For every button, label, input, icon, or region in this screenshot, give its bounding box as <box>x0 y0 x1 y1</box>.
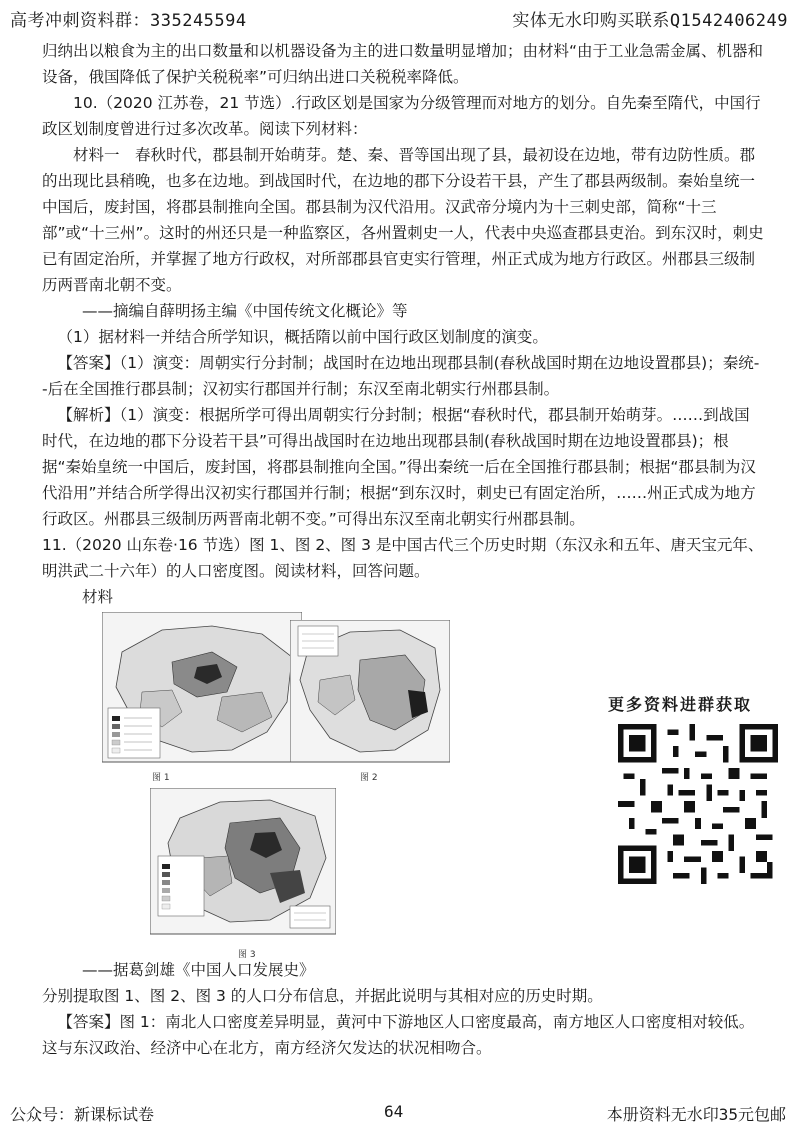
figure-1-caption: 图 1 <box>152 773 170 783</box>
answer-11: 【答案】图 1：南北人口密度差异明显，黄河中下游地区人口密度最高，南方地区人口密度相对较低。这与东汉政治、经济中心在北方，南方经济欠发达的状况相吻合。 <box>42 1013 755 1057</box>
document-body <box>42 38 764 1061</box>
header-left-text: 高考冲刺资料群：335245594 <box>10 11 247 31</box>
question-10-intro: 10.（2020 江苏卷，21 节选）.行政区划是国家为分级管理而对地方的划分。自先秦至隋代，中国行政区划制度曾进行过多次改革。阅读下列材料： <box>42 94 761 138</box>
answer-10: 【答案】（1）演变：周朝实行分封制；战国时在边地出现郡县制(春秋战国时期在边地设置郡县)；秦统--后在全国推行郡县制；汉初实行郡国并行制；东汉至南北朝实行州郡县制。 <box>42 354 760 398</box>
material-source: ——摘编自薛明扬主编《中国传统文化概论》等 <box>82 302 408 320</box>
question-11-task: 分别提取图 1、图 2、图 3 的人口分布信息，并据此说明与其相对应的历史时期。 <box>42 987 603 1005</box>
header-right-text: 实体无水印购买联系Q1542406249 <box>512 11 788 31</box>
page-footer <box>0 1098 800 1128</box>
question-11-intro: 11.（2020 山东卷·16 节选）图 1、图 2、图 3 是中国古代三个历史时期（东汉永和五年、唐天宝元年、明洪武二十六年）的人口密度图。阅读材料，回答问题。 <box>42 536 764 580</box>
analysis-10: 【解析】（1）演变：根据所学可得出周朝实行分封制；根据“春秋时代，郡县制开始萌芽。……到战国时代，在边地的郡下分设若干县”可得出战国时在边地出现郡县制(春秋战国时期在边地设置郡县)；根据“秦始皇统一中国后，废封国，将郡县制推向全国。”得出秦统一后在全国推行郡县制；根据“郡县制为汉代沿用”并结合所学得出汉初实行郡国并行制；根据“到东汉时，刺史已有固定治所，……州正式成为地方行政区。州郡县三级制历两晋南北朝不变。”可得出东汉至南北朝实行州郡县制。 <box>42 406 756 528</box>
footer-left-text: 公众号：新课标试卷 <box>10 1105 155 1124</box>
footer-right-text: 本册资料无水印35元包邮 <box>606 1105 786 1124</box>
map-figure-2 <box>290 620 450 780</box>
map-figure-1 <box>102 612 302 782</box>
figure-source: ——据葛剑雄《中国人口发展史》 <box>82 961 315 979</box>
material-one: 材料一 春秋时代，郡县制开始萌芽。楚、秦、晋等国出现了县，最初设在边地，带有边防性质。郡的出现比县稍晚，也多在边地。到战国时代，在边地的郡下分设若干县，产生了郡县两级制。秦始皇统一中国后，废封国，将郡县制推向全国。郡县制为汉代沿用。汉武帝分境内为十三刺史部，简称“十三部”或“十三州”。这时的州还只是一种监察区，各州置刺史一人，代表中央巡查郡县吏治。到东汉时，刺史已有固定治所，并掌握了地方行政权，对所部郡县官吏实行管理，州正式成为地方行政区。州郡县三级制历两晋南北朝不变。 <box>42 146 764 294</box>
material-label: 材料 <box>82 588 114 606</box>
paragraph-1: 归纳出以粮食为主的出口数量和以机器设备为主的进口数量明显增加；由材料“由于工业急需金属、机器和设备，俄国降低了保护关税税率”可归纳出进口关税税率降低。 <box>42 42 764 86</box>
qr-title: 更多资料进群获取 <box>608 695 753 714</box>
qr-code-icon <box>618 724 778 884</box>
page-number: 64 <box>384 1102 404 1121</box>
figure-2-caption: 图 2 <box>360 773 378 783</box>
question-10-1: （1）据材料一并结合所学知识，概括隋以前中国行政区划制度的演变。 <box>57 328 548 346</box>
page-header <box>0 0 800 34</box>
map-figure-3 <box>150 788 336 944</box>
figure-3-caption: 图 3 <box>238 950 256 960</box>
